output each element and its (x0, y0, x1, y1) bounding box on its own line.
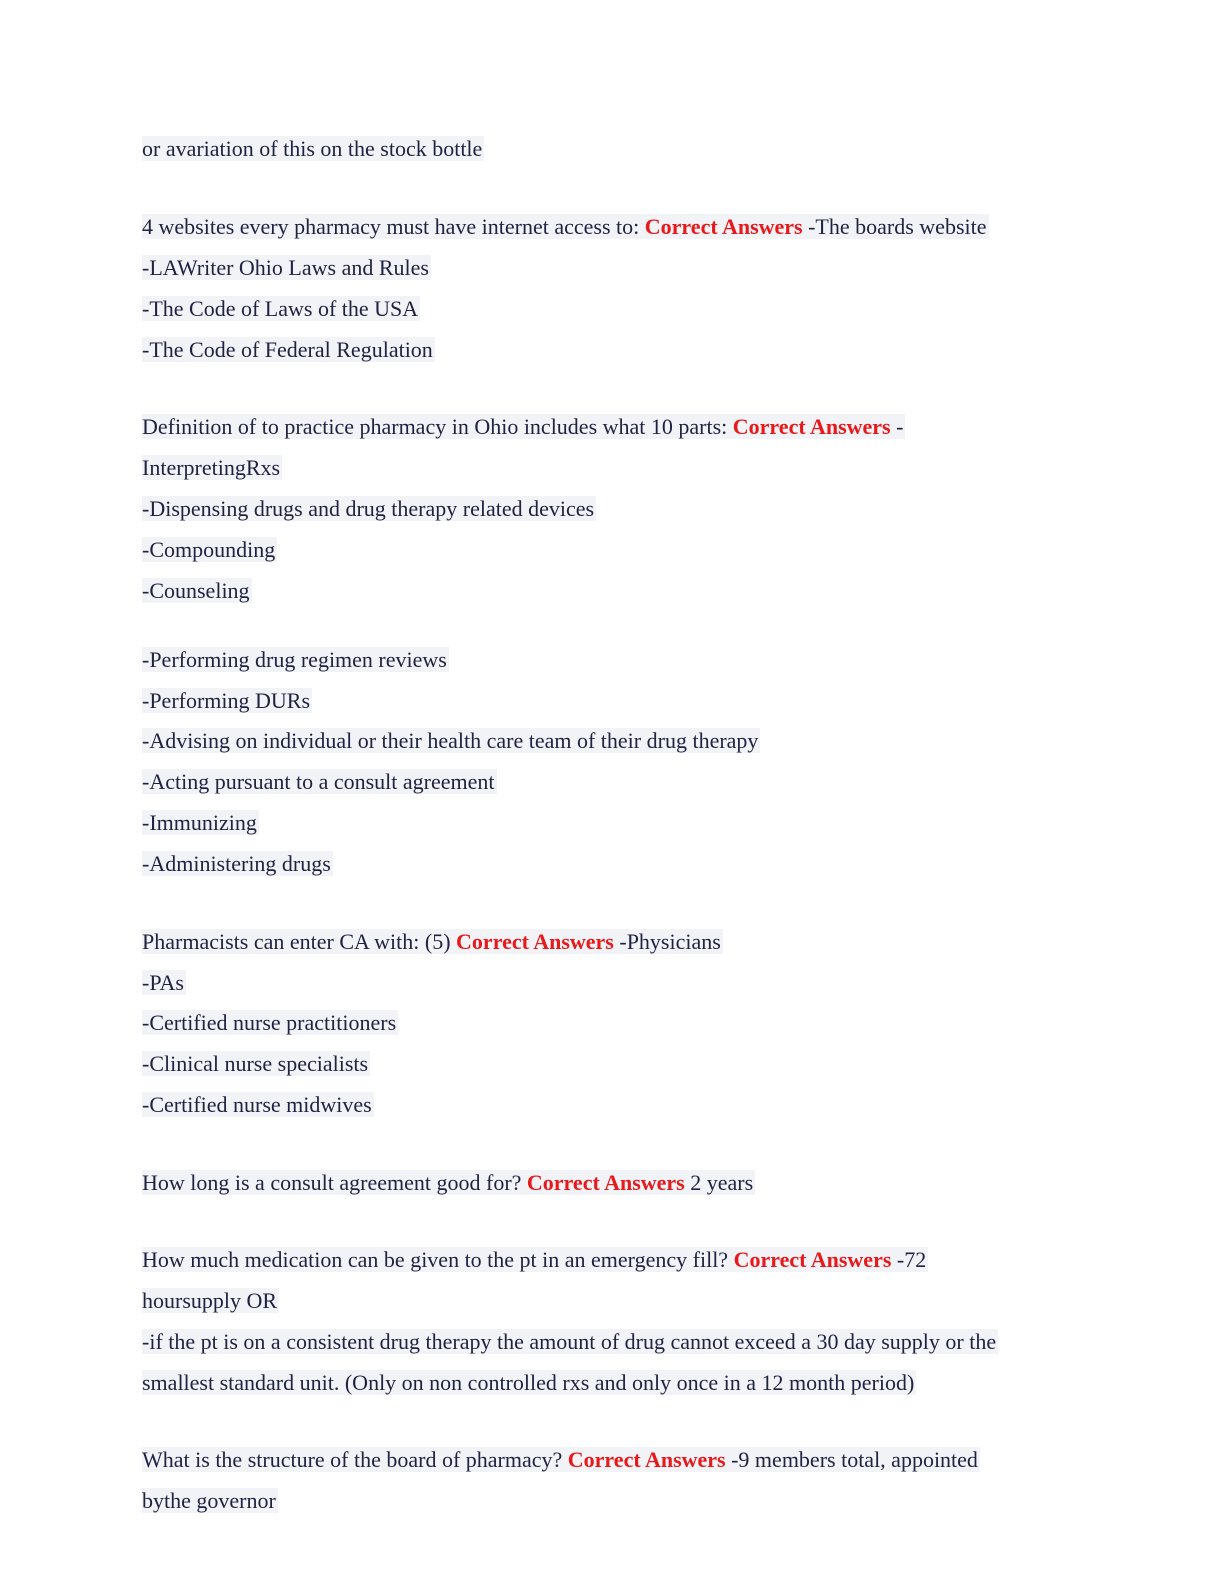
answer-line: -if the pt is on a consistent drug therapy the amount of drug cannot exceed a 30 day supply or the (142, 1329, 997, 1354)
question-websites: 4 websites every pharmacy must have internet access to: Correct Answers -The boards website (142, 214, 987, 239)
answer-line: hoursupply OR (142, 1288, 278, 1313)
question-practice-definition: Definition of to practice pharmacy in Ohio includes what 10 parts: Correct Answers - (142, 414, 904, 439)
answer-line: -Certified nurse practitioners (142, 1010, 397, 1035)
answer-line: -Certified nurse midwives (142, 1092, 372, 1117)
answer-line: -Administering drugs (142, 851, 331, 876)
answer-line: -Dispensing drugs and drug therapy related devices (142, 496, 595, 521)
answer-line: -Compounding (142, 537, 276, 562)
answer-line: -LAWriter Ohio Laws and Rules (142, 255, 429, 280)
answer-line: -The Code of Federal Regulation (142, 337, 433, 362)
correct-answers-label: Correct Answers (567, 1447, 726, 1472)
answer-line: -Advising on individual or their health care team of their drug therapy (142, 728, 759, 753)
question-consult-agreement-parties: Pharmacists can enter CA with: (5) Correct Answers -Physicians (142, 929, 721, 954)
correct-answers-label: Correct Answers (733, 1247, 892, 1272)
question-consult-duration: How long is a consult agreement good for? Correct Answers 2 years (142, 1170, 754, 1195)
answer-line: -The Code of Laws of the USA (142, 296, 419, 321)
answer-line: -Immunizing (142, 810, 257, 835)
answer-line: InterpretingRxs (142, 455, 281, 480)
answer-line: -Counseling (142, 578, 250, 603)
answer-line: -PAs (142, 970, 184, 995)
question-board-structure: What is the structure of the board of pharmacy? Correct Answers -9 members total, appointed (142, 1447, 978, 1472)
answer-line: -Performing DURs (142, 688, 311, 713)
correct-answers-label: Correct Answers (732, 414, 891, 439)
answer-line: -Clinical nurse specialists (142, 1051, 369, 1076)
answer-line: bythe governor (142, 1488, 276, 1513)
answer-line: -Acting pursuant to a consult agreement (142, 769, 495, 794)
correct-answers-label: Correct Answers (526, 1170, 685, 1195)
answer-line: -Performing drug regimen reviews (142, 647, 447, 672)
answer-line: smallest standard unit. (Only on non controlled rxs and only once in a 12 month period) (142, 1370, 915, 1395)
correct-answers-label: Correct Answers (644, 214, 803, 239)
question-emergency-fill: How much medication can be given to the pt in an emergency fill? Correct Answers -72 (142, 1247, 927, 1272)
correct-answers-label: Correct Answers (456, 929, 614, 954)
text-line: or avariation of this on the stock bottle (142, 136, 483, 161)
